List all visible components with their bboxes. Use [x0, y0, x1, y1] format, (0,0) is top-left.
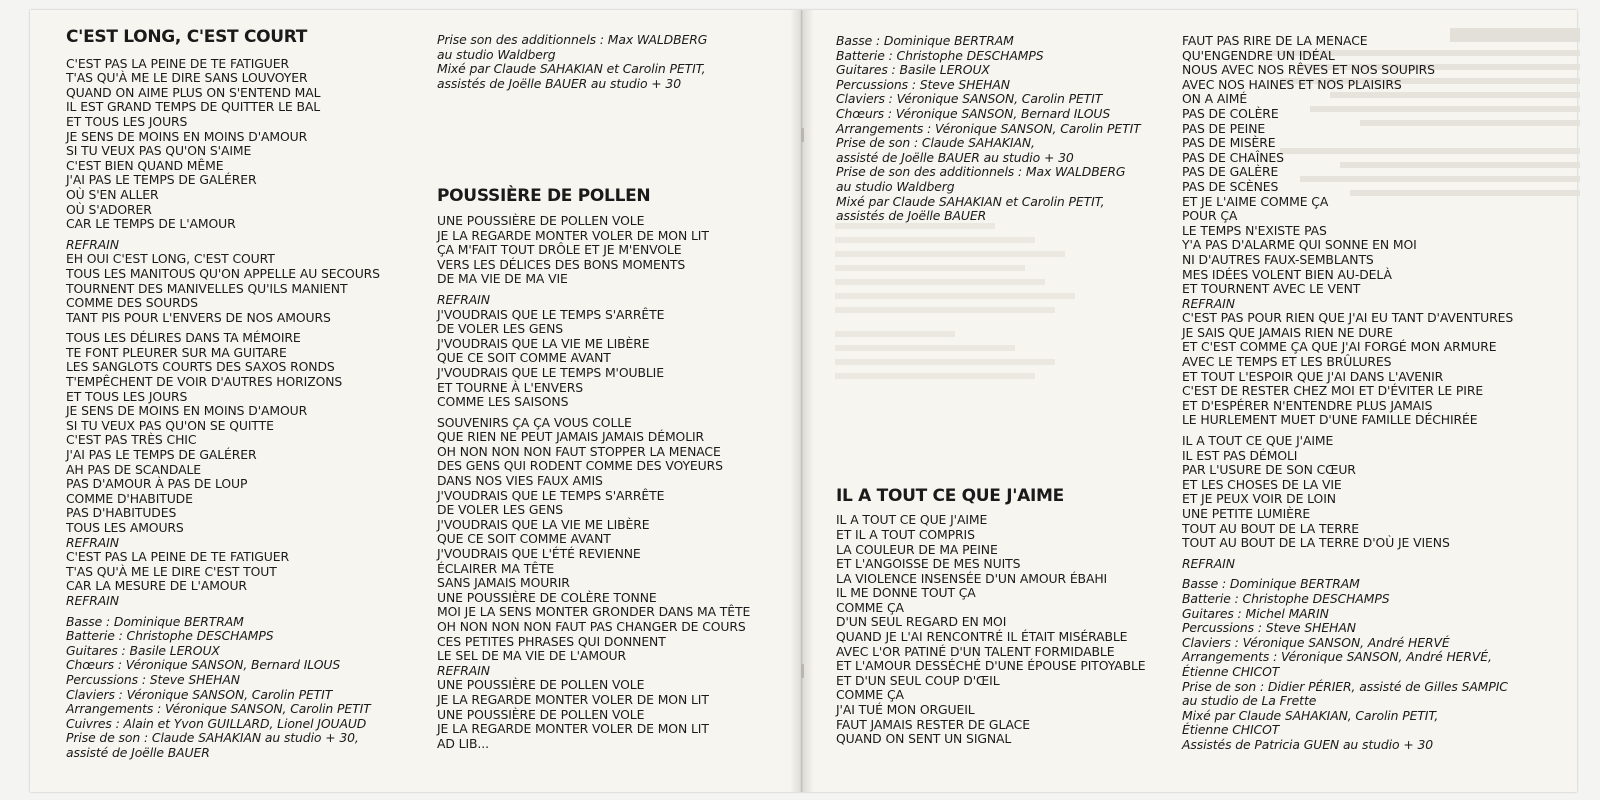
credit-line: Basse : Dominique BERTRAM [836, 33, 1014, 48]
lyric-line: J'VOUDRAIS QUE LE TEMPS S'ARRÊTE [437, 487, 665, 503]
lyric-line: AD LIB... [437, 735, 489, 751]
credit-line: Percussions : Steve SHEHAN [66, 671, 240, 687]
staple [801, 128, 804, 142]
lyric-line: T'AS QU'À ME LE DIRE SANS LOUVOYER [66, 70, 308, 86]
lyric-line: ET TOUS LES JOURS [66, 113, 188, 129]
lyric-line: DE MA VIE DE MA VIE [437, 271, 568, 287]
lyric-line: PAS DE MISÈRE [1182, 135, 1276, 151]
lyric-line: COMME LES SAISONS [437, 394, 569, 410]
lyric-line: JE SENS DE MOINS EN MOINS D'AMOUR [66, 403, 308, 419]
lyric-line: LES SANGLOTS COURTS DES SAXOS RONDS [66, 359, 335, 375]
lyric-line: T'EMPÊCHENT DE VOIR D'AUTRES HORIZONS [66, 374, 343, 390]
lyric-line: J'VOUDRAIS QUE LA VIE ME LIBÈRE [437, 335, 650, 351]
lyric-line: C'EST PAS POUR RIEN QUE J'AI EU TANT D'AVENTURES [1182, 310, 1514, 326]
lyric-line: ET D'UN SEUL COUP D'ŒIL [836, 672, 1000, 688]
lyric-line: PAS DE GALÈRE [1182, 164, 1279, 180]
credit-line: Chœurs : Véronique SANSON, Bernard ILOUS [836, 105, 1111, 121]
lyric-line: EH OUI C'EST LONG, C'EST COURT [66, 251, 275, 267]
lyric-line: OH NON NON NON FAUT STOPPER LA MENACE [437, 443, 721, 459]
credit-line: Prise de son : Claude SAHAKIAN au studio + 30, [66, 730, 359, 746]
lyric-line: COMME DES SOURDS [66, 295, 198, 311]
lyric-line: OÙ S'ADORER [66, 201, 152, 217]
lyric-line: AVEC L'OR PATINÉ D'UN TALENT FORMIDABLE [836, 643, 1115, 659]
lyric-line: VERS LES DÉLICES DES BONS MOMENTS [437, 256, 686, 272]
lyric-line: QU'ENGENDRE UN IDÉAL [1182, 47, 1335, 63]
lyric-line: J'AI PAS LE TEMPS DE GALÉRER [66, 172, 257, 188]
lyric-line: COMME D'HABITUDE [66, 490, 193, 506]
lyric-line: ÇA M'FAIT TOUT DRÔLE ET JE M'ENVOLE [437, 242, 682, 258]
lyric-line: PAS DE PEINE [1182, 120, 1266, 136]
credit-line: Guitares : Basile LEROUX [836, 62, 990, 78]
lyric-line: ET TOURNENT AVEC LE VENT [1182, 281, 1361, 297]
lyric-line: COMME ÇA [836, 599, 904, 615]
credit-line: Mixé par Claude SAHAKIAN, Carolin PETIT, [1182, 707, 1439, 723]
lyric-line: J'AI TUÉ MON ORGUEIL [836, 702, 975, 718]
credit-line: Arrangements : Véronique SANSON, André HERVÉ, [1182, 649, 1492, 665]
credit-line: assistés de Joëlle BAUER au studio + 30 [437, 75, 681, 91]
lyric-line: PAS D'AMOUR À PAS DE LOUP [66, 476, 248, 492]
lyric-line: AVEC LE TEMPS ET LES BRÛLURES [1182, 354, 1392, 370]
lyric-line: FAUT PAS RIRE DE LA MENACE [1182, 33, 1368, 48]
lyric-line: PAS D'HABITUDES [66, 505, 177, 521]
credit-line: Basse : Dominique BERTRAM [66, 613, 244, 629]
credit-line: Arrangements : Véronique SANSON, Carolin PETIT [66, 701, 371, 717]
refrain-marker: REFRAIN [437, 291, 490, 307]
credit-line: assistés de Joëlle BAUER [836, 208, 987, 224]
credit-line: Percussions : Steve SHEHAN [1182, 620, 1356, 636]
lyric-line: NI D'AUTRES FAUX-SEMBLANTS [1182, 251, 1374, 267]
credit-line: assisté de Joëlle BAUER [66, 744, 210, 760]
song-column-4 [1182, 34, 1562, 753]
credit-line: Prise de son des additionnels : Max WALDBERG [836, 164, 1126, 180]
lyric-line: LE SEL DE MA VIE DE L'AMOUR [437, 648, 627, 664]
lyric-line: MOI JE LA SENS MONTER GRONDER DANS MA TÊTE [437, 604, 751, 620]
song-title: C'EST LONG, C'EST COURT [66, 27, 308, 47]
credit-line: Prise son des additionnels : Max WALDBERG [437, 32, 708, 47]
lyric-line: LA COULEUR DE MA PEINE [836, 541, 998, 557]
lyric-line: QUAND ON AIME PLUS ON S'ENTEND MAL [66, 84, 321, 100]
credit-line: Percussions : Steve SHEHAN [836, 76, 1010, 92]
lyric-line: J'VOUDRAIS QUE L'ÉTÉ REVIENNE [437, 546, 641, 562]
lyric-line: JE LA REGARDE MONTER VOLER DE MON LIT [437, 721, 709, 737]
lyric-line: UNE POUSSIÈRE DE POLLEN VOLE [437, 706, 645, 722]
lyric-line: CES PETITES PHRASES QUI DONNENT [437, 633, 666, 649]
song-column-1 [66, 27, 416, 761]
lyric-line: Y'A PAS D'ALARME QUI SONNE EN MOI [1182, 237, 1417, 253]
lyric-line: ET L'AMOUR DESSÉCHÉ D'UNE ÉPOUSE PITOYABLE [836, 658, 1146, 674]
lyric-line: TE FONT PLEURER SUR MA GUITARE [66, 344, 287, 360]
lyric-line: J'AI PAS LE TEMPS DE GALÉRER [66, 447, 257, 463]
lyric-line: ET LES CHOSES DE LA VIE [1182, 476, 1342, 492]
credit-line: Batterie : Christophe DESCHAMPS [836, 47, 1044, 63]
lyric-line: PAS DE CHAÎNES [1182, 149, 1284, 165]
lyric-line: TOUS LES AMOURS [66, 520, 184, 535]
credit-line: Étienne CHICOT [1182, 722, 1280, 738]
credit-line: Mixé par Claude SAHAKIAN et Carolin PETIT, [836, 193, 1105, 209]
lyric-line: AVEC NOS HAINES ET NOS PLAISIRS [1182, 76, 1402, 92]
lyric-line: UNE POUSSIÈRE DE COLÈRE TONNE [437, 589, 657, 605]
credit-line: Guitares : Basile LEROUX [66, 642, 220, 658]
lyric-line: ET C'EST COMME ÇA QUE J'AI FORGÉ MON ARMURE [1182, 339, 1497, 355]
lyric-line: SI TU VEUX PAS QU'ON S'AIME [66, 143, 252, 159]
lyric-line: DE VOLER LES GENS [437, 321, 563, 337]
refrain-marker: REFRAIN [66, 534, 119, 550]
lyric-line: LA VIOLENCE INSENSÉE D'UN AMOUR ÉBAHI [836, 570, 1108, 586]
lyric-line: TOURNENT DES MANIVELLES QU'ILS MANIENT [66, 280, 348, 296]
lyric-line: C'EST PAS TRÈS CHIC [66, 432, 197, 448]
lyric-line: ON A AIMÉ [1182, 91, 1248, 107]
lyric-line: SANS JAMAIS MOURIR [437, 575, 570, 591]
credit-line: Étienne CHICOT [1182, 663, 1280, 679]
lyric-line: C'EST PAS LA PEINE DE TE FATIGUER [66, 549, 289, 565]
song-column-2 [437, 33, 787, 751]
credit-line: Arrangements : Véronique SANSON, Carolin PETIT [836, 120, 1141, 136]
lyric-line: OÙ S'EN ALLER [66, 186, 159, 202]
lyric-line: ÉCLAIRER MA TÊTE [437, 560, 555, 576]
lyric-line: TANT PIS POUR L'ENVERS DE NOS AMOURS [66, 309, 331, 325]
lyric-line: J'VOUDRAIS QUE LE TEMPS M'OUBLIE [437, 364, 664, 380]
lyric-line: JE SENS DE MOINS EN MOINS D'AMOUR [66, 128, 308, 144]
lyric-line: LE TEMPS N'EXISTE PAS [1182, 222, 1327, 238]
credit-line: au studio Waldberg [836, 178, 955, 194]
lyric-line: PAS DE COLÈRE [1182, 105, 1279, 121]
refrain-marker: REFRAIN [66, 236, 119, 252]
credit-line: assisté de Joëlle BAUER au studio + 30 [836, 149, 1074, 165]
lyric-line: TOUS LES DÉLIRES DANS TA MÉMOIRE [66, 330, 301, 346]
staple [801, 664, 804, 678]
credit-line: Batterie : Christophe DESCHAMPS [66, 628, 274, 644]
lyric-line: PAR L'USURE DE SON CŒUR [1182, 462, 1356, 478]
credit-line: Claviers : Véronique SANSON, André HERVÉ [1182, 634, 1450, 650]
song-column-3 [836, 34, 1166, 747]
lyric-line: ET IL A TOUT COMPRIS [836, 526, 975, 542]
credit-line: Mixé par Claude SAHAKIAN et Carolin PETIT, [437, 61, 706, 77]
lyric-line: C'EST DE RESTER CHEZ MOI ET D'ÉVITER LE PIRE [1182, 383, 1484, 399]
lyric-line: NOUS AVEC NOS RÊVES ET NOS SOUPIRS [1182, 62, 1435, 78]
lyric-line: JE LA REGARDE MONTER VOLER DE MON LIT [437, 691, 709, 707]
lyric-line: J'VOUDRAIS QUE LA VIE ME LIBÈRE [437, 516, 650, 532]
lyric-line: JE SAIS QUE JAMAIS RIEN NE DURE [1182, 324, 1393, 340]
lyric-line: CAR LE TEMPS DE L'AMOUR [66, 216, 236, 232]
refrain-marker: REFRAIN [66, 592, 119, 608]
lyric-line: UNE POUSSIÈRE DE POLLEN VOLE [437, 212, 645, 228]
lyric-line: LE HURLEMENT MUET D'UNE FAMILLE DÉCHIRÉE [1182, 412, 1478, 428]
lyric-line: AH PAS DE SCANDALE [66, 461, 201, 477]
lyric-line: QUAND JE L'AI RENCONTRÉ IL ÉTAIT MISÉRABLE [836, 629, 1128, 645]
lyric-line: ET TOURNE À L'ENVERS [437, 379, 583, 395]
lyric-line: ET JE L'AIME COMME ÇA [1182, 193, 1329, 209]
lyric-line: ET D'ESPÉRER N'ENTENDRE PLUS JAMAIS [1182, 397, 1433, 413]
lyric-line: POUR ÇA [1182, 208, 1238, 224]
credit-line: Basse : Dominique BERTRAM [1182, 576, 1360, 592]
lyric-line: QUE RIEN NE PEUT JAMAIS JAMAIS DÉMOLIR [437, 429, 705, 445]
credit-line: Chœurs : Véronique SANSON, Bernard ILOUS [66, 657, 341, 673]
credit-line: Prise de son : Didier PÉRIER, assisté de Gilles SAMPIC [1182, 678, 1508, 694]
lyric-line: D'UN SEUL REGARD EN MOI [836, 614, 1007, 630]
lyric-line: IL EST GRAND TEMPS DE QUITTER LE BAL [66, 99, 321, 115]
credit-line: Claviers : Véronique SANSON, Carolin PETIT [836, 91, 1103, 107]
lyric-line: ET JE PEUX VOIR DE LOIN [1182, 491, 1336, 507]
lyric-line: MES IDÉES VOLENT BIEN AU-DELÀ [1182, 266, 1392, 282]
credit-line: au studio Waldberg [437, 46, 556, 62]
refrain-marker: REFRAIN [1182, 555, 1235, 571]
lyric-line: C'EST BIEN QUAND MÊME [66, 157, 224, 173]
lyric-line: COMME ÇA [836, 687, 904, 703]
lyric-line: IL A TOUT CE QUE J'AIME [1182, 433, 1334, 449]
lyric-line: IL ME DONNE TOUT ÇA [836, 585, 976, 601]
refrain-marker: REFRAIN [1182, 295, 1235, 311]
credit-line: Assistés de Patricia GUEN au studio + 30 [1182, 736, 1434, 752]
credit-line: Batterie : Christophe DESCHAMPS [1182, 590, 1390, 606]
lyric-line: DE VOLER LES GENS [437, 502, 563, 518]
lyric-line: TOUT AU BOUT DE LA TERRE [1182, 520, 1359, 536]
song-title: POUSSIÈRE DE POLLEN [437, 186, 651, 207]
credit-line: Cuivres : Alain et Yvon GUILLARD, Lionel JOUAUD [66, 715, 367, 731]
lyric-line: CAR LA MESURE DE L'AMOUR [66, 578, 247, 594]
lyric-line: FAUT JAMAIS RESTER DE GLACE [836, 716, 1030, 732]
lyric-line: TOUS LES MANITOUS QU'ON APPELLE AU SECOURS [66, 265, 380, 281]
lyric-line: IL EST PAS DÉMOLI [1182, 447, 1298, 463]
lyric-line: SI TU VEUX PAS QU'ON SE QUITTE [66, 417, 274, 433]
lyric-line: UNE PETITE LUMIÈRE [1182, 506, 1311, 521]
lyric-line: OH NON NON NON FAUT PAS CHANGER DE COURS [437, 619, 746, 634]
lyric-line: QUE CE SOIT COMME AVANT [437, 350, 611, 366]
lyric-line: DES GENS QUI RODENT COMME DES VOYEURS [437, 458, 723, 474]
song-title: IL A TOUT CE QUE J'AIME [836, 485, 1064, 506]
lyric-line: ET L'ANGOISSE DE MES NUITS [836, 556, 1021, 572]
credit-line: Claviers : Véronique SANSON, Carolin PETIT [66, 686, 333, 702]
lyric-line: IL A TOUT CE QUE J'AIME [836, 512, 988, 528]
lyric-line: TOUT AU BOUT DE LA TERRE D'OÙ JE VIENS [1182, 535, 1450, 551]
lyric-line: JE LA REGARDE MONTER VOLER DE MON LIT [437, 227, 709, 243]
lyric-line: DANS NOS VIES FAUX AMIS [437, 473, 603, 489]
lyric-line: UNE POUSSIÈRE DE POLLEN VOLE [437, 677, 645, 693]
lyric-line: ET TOUT L'ESPOIR QUE J'AI DANS L'AVENIR [1182, 368, 1444, 384]
lyric-line: C'EST PAS LA PEINE DE TE FATIGUER [66, 55, 289, 71]
lyric-line: ET TOUS LES JOURS [66, 388, 188, 404]
credit-line: Prise de son : Claude SAHAKIAN, [836, 135, 1035, 151]
lyric-line: T'AS QU'À ME LE DIRE C'EST TOUT [66, 563, 277, 579]
credit-line: au studio de La Frette [1182, 693, 1317, 709]
refrain-marker: REFRAIN [437, 662, 490, 678]
lyric-line: PAS DE SCÈNES [1182, 178, 1279, 194]
credit-line: Guitares : Michel MARIN [1182, 605, 1329, 621]
lyric-line: QUE CE SOIT COMME AVANT [437, 531, 611, 547]
lyric-line: QUAND ON SENT UN SIGNAL [836, 731, 1012, 747]
lyric-line: SOUVENIRS ÇA ÇA VOUS COLLE [437, 414, 632, 430]
lyric-line: J'VOUDRAIS QUE LE TEMPS S'ARRÊTE [437, 306, 665, 322]
